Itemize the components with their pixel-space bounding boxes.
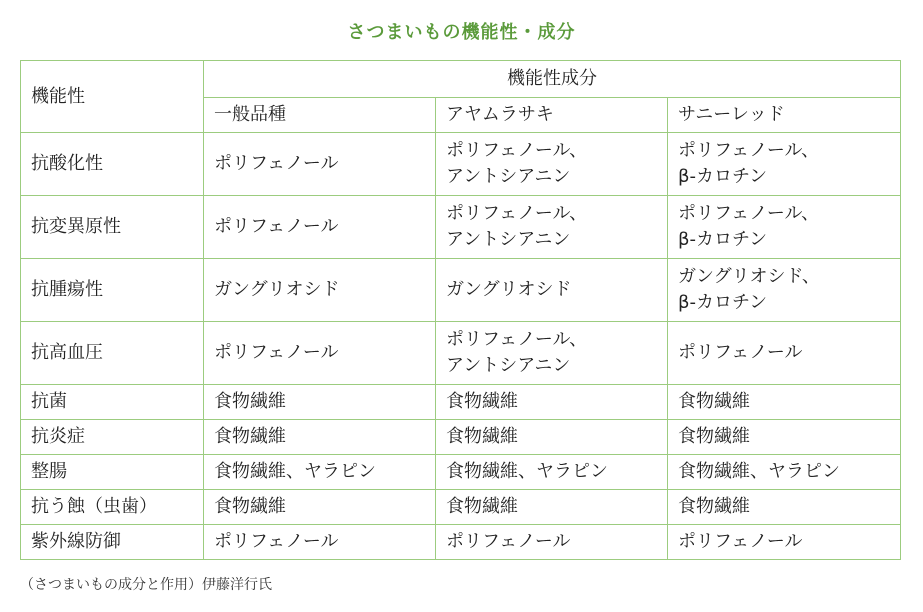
cell-text: 食物繊維、ヤラピン — [678, 461, 840, 482]
table-cell — [436, 455, 668, 490]
row-label: 抗腫瘍性 — [21, 259, 204, 322]
table-row — [21, 525, 901, 560]
cell-text: 食物繊維 — [678, 426, 750, 447]
cell-text: ガングリオシド、 — [678, 266, 820, 287]
cell-text: ポリフェノール — [678, 342, 803, 363]
table-cell — [668, 455, 901, 490]
cell-text: ポリフェノール — [446, 531, 571, 552]
cell-text: ポリフェノール、 — [446, 140, 588, 161]
cell-text: 食物繊維 — [446, 426, 518, 447]
table-cell — [668, 196, 901, 259]
table-row — [21, 420, 901, 455]
table-row — [21, 133, 901, 196]
cell-text: ポリフェノール — [214, 153, 339, 174]
cell-text: ポリフェノール — [214, 531, 339, 552]
group-header: 機能性成分 — [204, 61, 901, 98]
cell-text: ポリフェノール、 — [446, 329, 588, 350]
cell-text: アントシアニン — [446, 229, 571, 250]
table-cell — [436, 133, 668, 196]
column-header: アヤムラサキ — [436, 98, 668, 133]
table-cell — [204, 196, 436, 259]
cell-text: 食物繊維、ヤラピン — [214, 461, 376, 482]
cell-text: アントシアニン — [446, 166, 571, 187]
table-cell — [204, 455, 436, 490]
page-title: さつまいもの機能性・成分 — [347, 22, 576, 43]
row-label: 抗高血圧 — [21, 322, 204, 385]
table-cell — [668, 133, 901, 196]
cell-text: 食物繊維 — [214, 496, 286, 517]
table-cell — [204, 259, 436, 322]
table-row — [21, 196, 901, 259]
cell-text: ガングリオシド — [214, 279, 340, 300]
cell-text: 食物繊維 — [678, 391, 750, 412]
table-cell — [436, 385, 668, 420]
cell-text: 食物繊維 — [678, 496, 750, 517]
table-header-row — [21, 61, 901, 98]
table-cell — [204, 490, 436, 525]
table-cell — [436, 420, 668, 455]
table-cell — [668, 420, 901, 455]
cell-text: ポリフェノール、 — [678, 140, 820, 161]
cell-text: 食物繊維 — [214, 426, 286, 447]
cell-text: ポリフェノール — [214, 216, 339, 237]
table-row — [21, 322, 901, 385]
cell-text: β-カロチン — [678, 292, 768, 313]
table-cell — [668, 525, 901, 560]
row-label: 紫外線防御 — [21, 525, 204, 560]
cell-text: β-カロチン — [678, 229, 768, 250]
table-cell — [204, 133, 436, 196]
cell-text: 食物繊維 — [446, 391, 518, 412]
cell-text: ポリフェノール、 — [678, 203, 820, 224]
cell-text: ガングリオシド — [446, 279, 572, 300]
cell-text: 食物繊維、ヤラピン — [446, 461, 608, 482]
table-cell — [668, 259, 901, 322]
table-cell — [436, 490, 668, 525]
row-label: 抗う蝕（虫歯） — [21, 490, 204, 525]
corner-header: 機能性 — [21, 61, 204, 133]
cell-text: β-カロチン — [678, 166, 768, 187]
row-label: 抗菌 — [21, 385, 204, 420]
table-row — [21, 385, 901, 420]
cell-text: ポリフェノール — [214, 342, 339, 363]
table-cell — [436, 525, 668, 560]
table-cell — [668, 385, 901, 420]
column-header: 一般品種 — [204, 98, 436, 133]
table-cell — [204, 525, 436, 560]
table-cell — [436, 322, 668, 385]
cell-text: ポリフェノール — [678, 531, 803, 552]
table-row — [21, 455, 901, 490]
cell-text: 食物繊維 — [446, 496, 518, 517]
column-header: サニーレッド — [668, 98, 901, 133]
table-cell — [204, 322, 436, 385]
cell-text: アントシアニン — [446, 355, 571, 376]
row-label: 抗酸化性 — [21, 133, 204, 196]
table-row — [21, 259, 901, 322]
table-cell — [668, 322, 901, 385]
table-row — [21, 490, 901, 525]
row-label: 抗変異原性 — [21, 196, 204, 259]
row-label: 抗炎症 — [21, 420, 204, 455]
table-cell — [204, 385, 436, 420]
row-label: 整腸 — [21, 455, 204, 490]
source-caption: （さつまいもの成分と作用）伊藤洋行氏 — [20, 577, 272, 593]
table-cell — [436, 259, 668, 322]
table-cell — [668, 490, 901, 525]
cell-text: 食物繊維 — [214, 391, 286, 412]
table-cell — [436, 196, 668, 259]
table-cell — [204, 420, 436, 455]
functionality-table — [20, 60, 901, 560]
cell-text: ポリフェノール、 — [446, 203, 588, 224]
